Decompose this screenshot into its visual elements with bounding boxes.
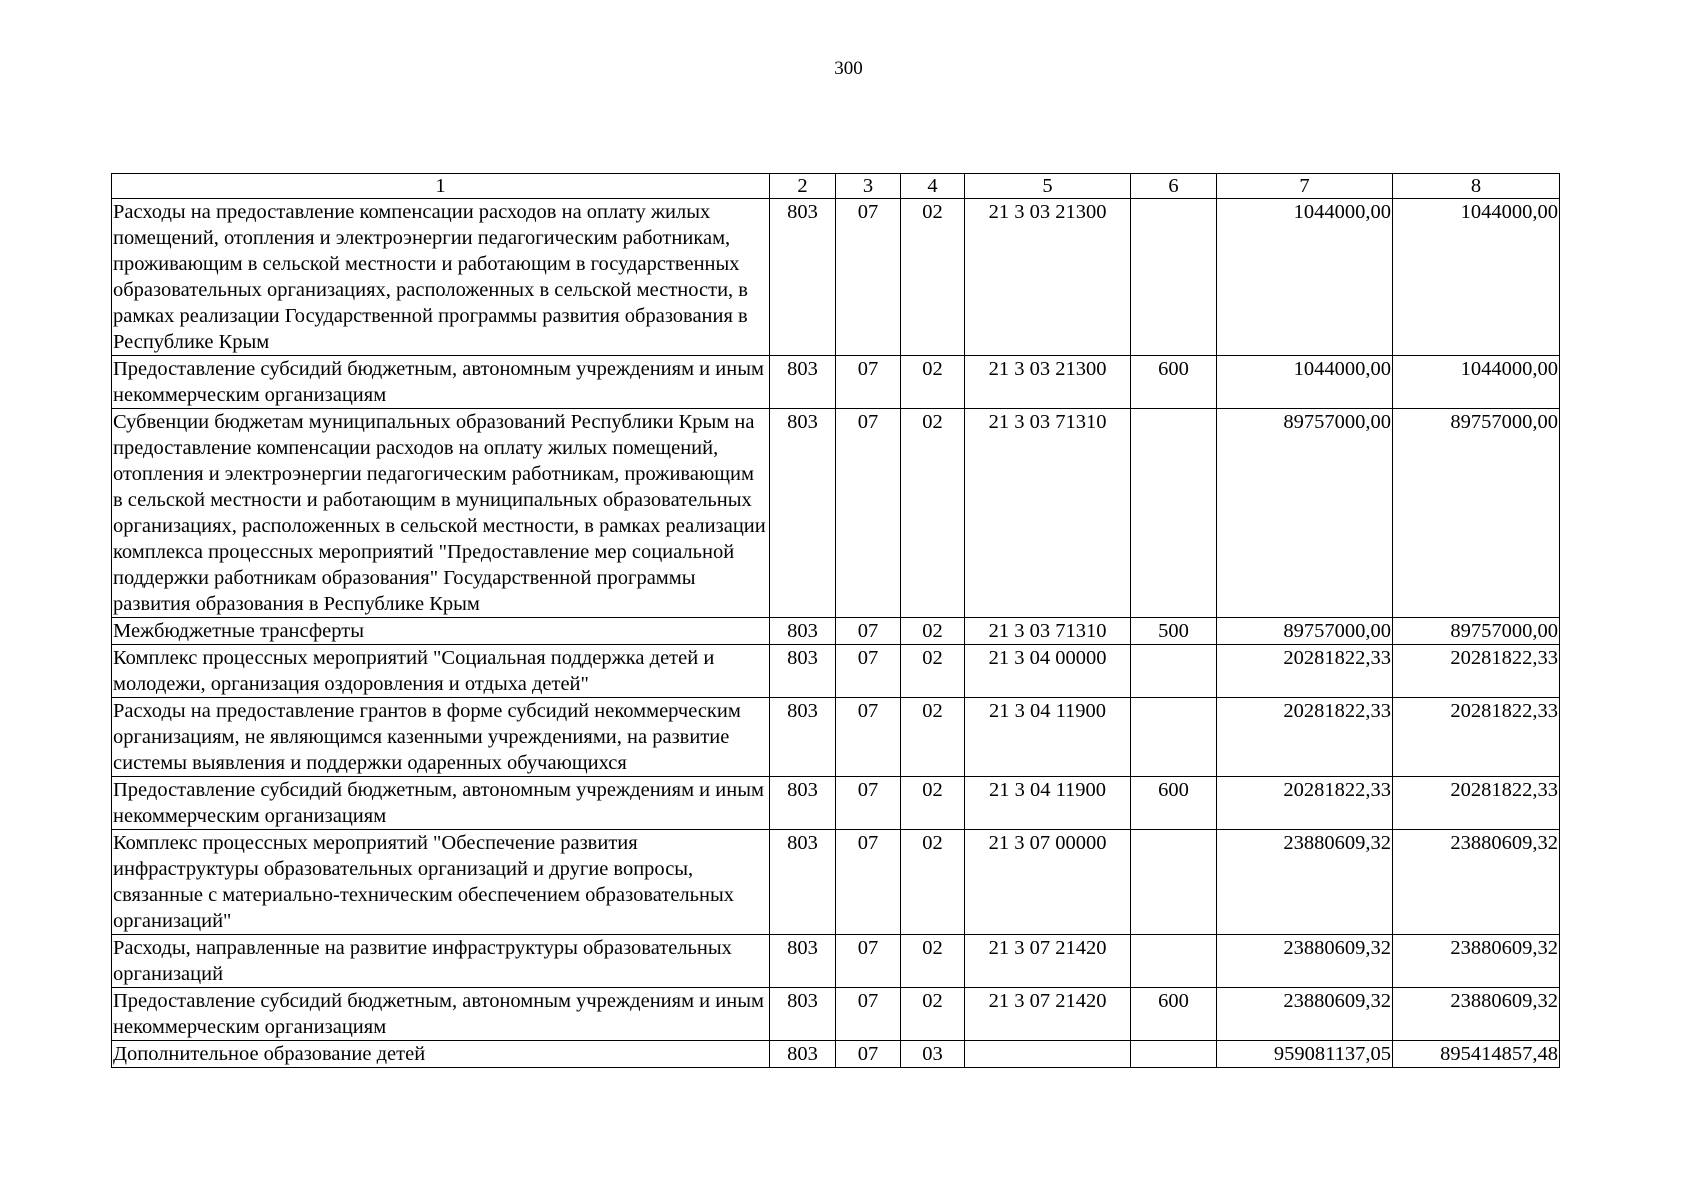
- subsection-code-cell: 02: [901, 777, 965, 830]
- table-row: [112, 988, 1560, 1041]
- amount-cell-year1: 20281822,33: [1217, 777, 1393, 830]
- target-article-cell: 21 3 04 11900: [965, 698, 1131, 777]
- target-article-cell: 21 3 04 11900: [965, 777, 1131, 830]
- section-code-cell: 07: [836, 618, 901, 645]
- target-article-cell: 21 3 07 21420: [965, 988, 1131, 1041]
- target-article-cell: 21 3 07 00000: [965, 830, 1131, 935]
- subsection-code-cell: 02: [901, 356, 965, 409]
- table-body: [112, 199, 1560, 1068]
- subsection-code-cell: 02: [901, 698, 965, 777]
- row-name-cell: Расходы на предоставление грантов в форме субсидий некоммерческим организациям, не являющимся казенными учреждениями, на развитие системы выявления и поддержки одаренных обучающихся: [112, 698, 770, 777]
- section-code-cell: 07: [836, 409, 901, 618]
- grbs-code-cell: 803: [770, 199, 836, 356]
- subsection-code-cell: 02: [901, 830, 965, 935]
- target-article-cell: [965, 1041, 1131, 1068]
- expense-type-cell: 500: [1131, 618, 1217, 645]
- section-code-cell: 07: [836, 645, 901, 698]
- expense-type-cell: [1131, 830, 1217, 935]
- row-name-cell: Расходы на предоставление компенсации расходов на оплату жилых помещений, отопления и электроэнергии педагогическим работникам, проживающим в сельской местности и работающим в государственных образовательных организациях, расположенных в сельской местности, в рамках реализации Государственной программы развития образования в Республике Крым: [112, 199, 770, 356]
- grbs-code-cell: 803: [770, 698, 836, 777]
- section-code-cell: 07: [836, 698, 901, 777]
- grbs-code-cell: 803: [770, 777, 836, 830]
- table-row: [112, 698, 1560, 777]
- amount-cell-year2: 895414857,48: [1393, 1041, 1560, 1068]
- grbs-code-cell: 803: [770, 1041, 836, 1068]
- subsection-code-cell: 02: [901, 199, 965, 356]
- row-name-cell: Предоставление субсидий бюджетным, автономным учреждениям и иным некоммерческим организациям: [112, 777, 770, 830]
- table-row: [112, 618, 1560, 645]
- amount-cell-year1: 959081137,05: [1217, 1041, 1393, 1068]
- table-row: [112, 830, 1560, 935]
- grbs-code-cell: 803: [770, 645, 836, 698]
- amount-cell-year2: 23880609,32: [1393, 830, 1560, 935]
- section-code-cell: 07: [836, 199, 901, 356]
- amount-cell-year1: 23880609,32: [1217, 988, 1393, 1041]
- row-name-cell: Субвенции бюджетам муниципальных образований Республики Крым на предоставление компенсации расходов на оплату жилых помещений, отопления и электроэнергии педагогическим работникам, проживающим в сельской местности и работающим в муниципальных образовательных организациях, расположенных в сельской местности, в рамках реализации комплекса процессных мероприятий "Предоставление мер социальной поддержки работникам образования" Государственной программы развития образования в Республике Крым: [112, 409, 770, 618]
- column-header: 8: [1393, 174, 1560, 199]
- expense-type-cell: 600: [1131, 988, 1217, 1041]
- amount-cell-year2: 20281822,33: [1393, 777, 1560, 830]
- column-header: 5: [965, 174, 1131, 199]
- expense-type-cell: 600: [1131, 777, 1217, 830]
- table-row: [112, 935, 1560, 988]
- target-article-cell: 21 3 07 21420: [965, 935, 1131, 988]
- grbs-code-cell: 803: [770, 618, 836, 645]
- row-name-cell: Предоставление субсидий бюджетным, автономным учреждениям и иным некоммерческим организациям: [112, 356, 770, 409]
- amount-cell-year2: 1044000,00: [1393, 356, 1560, 409]
- amount-cell-year1: 89757000,00: [1217, 409, 1393, 618]
- subsection-code-cell: 03: [901, 1041, 965, 1068]
- row-name-cell: Предоставление субсидий бюджетным, автономным учреждениям и иным некоммерческим организациям: [112, 988, 770, 1041]
- amount-cell-year1: 23880609,32: [1217, 935, 1393, 988]
- section-code-cell: 07: [836, 988, 901, 1041]
- amount-cell-year2: 23880609,32: [1393, 988, 1560, 1041]
- table-row: [112, 356, 1560, 409]
- subsection-code-cell: 02: [901, 618, 965, 645]
- grbs-code-cell: 803: [770, 356, 836, 409]
- amount-cell-year2: 89757000,00: [1393, 618, 1560, 645]
- target-article-cell: 21 3 03 21300: [965, 199, 1131, 356]
- target-article-cell: 21 3 03 71310: [965, 409, 1131, 618]
- amount-cell-year1: 1044000,00: [1217, 199, 1393, 356]
- subsection-code-cell: 02: [901, 988, 965, 1041]
- column-header: 2: [770, 174, 836, 199]
- subsection-code-cell: 02: [901, 935, 965, 988]
- amount-cell-year2: 20281822,33: [1393, 698, 1560, 777]
- table-row: [112, 1041, 1560, 1068]
- row-name-cell: Комплекс процессных мероприятий "Обеспечение развития инфраструктуры образовательных организаций и другие вопросы, связанные с материально-техническим обеспечением образовательных организаций": [112, 830, 770, 935]
- expense-type-cell: [1131, 1041, 1217, 1068]
- table-row: [112, 777, 1560, 830]
- section-code-cell: 07: [836, 935, 901, 988]
- column-header: 4: [901, 174, 965, 199]
- expense-type-cell: 600: [1131, 356, 1217, 409]
- column-header: 1: [112, 174, 770, 199]
- table-row: [112, 645, 1560, 698]
- grbs-code-cell: 803: [770, 830, 836, 935]
- target-article-cell: 21 3 03 21300: [965, 356, 1131, 409]
- amount-cell-year1: 1044000,00: [1217, 356, 1393, 409]
- row-name-cell: Дополнительное образование детей: [112, 1041, 770, 1068]
- expense-type-cell: [1131, 935, 1217, 988]
- column-header: 7: [1217, 174, 1393, 199]
- amount-cell-year1: 20281822,33: [1217, 645, 1393, 698]
- section-code-cell: 07: [836, 830, 901, 935]
- row-name-cell: Комплекс процессных мероприятий "Социальная поддержка детей и молодежи, организация оздоровления и отдыха детей": [112, 645, 770, 698]
- amount-cell-year2: 23880609,32: [1393, 935, 1560, 988]
- amount-cell-year1: 20281822,33: [1217, 698, 1393, 777]
- row-name-cell: Расходы, направленные на развитие инфраструктуры образовательных организаций: [112, 935, 770, 988]
- grbs-code-cell: 803: [770, 988, 836, 1041]
- amount-cell-year1: 89757000,00: [1217, 618, 1393, 645]
- page-number: 300: [834, 58, 863, 79]
- section-code-cell: 07: [836, 777, 901, 830]
- amount-cell-year2: 89757000,00: [1393, 409, 1560, 618]
- grbs-code-cell: 803: [770, 935, 836, 988]
- section-code-cell: 07: [836, 1041, 901, 1068]
- budget-table: [111, 173, 1560, 1068]
- table-row: [112, 409, 1560, 618]
- expense-type-cell: [1131, 645, 1217, 698]
- expense-type-cell: [1131, 409, 1217, 618]
- header-row: [112, 174, 1560, 199]
- column-header: 3: [836, 174, 901, 199]
- section-code-cell: 07: [836, 356, 901, 409]
- table-row: [112, 199, 1560, 356]
- target-article-cell: 21 3 04 00000: [965, 645, 1131, 698]
- expense-type-cell: [1131, 199, 1217, 356]
- grbs-code-cell: 803: [770, 409, 836, 618]
- amount-cell-year2: 20281822,33: [1393, 645, 1560, 698]
- row-name-cell: Межбюджетные трансферты: [112, 618, 770, 645]
- subsection-code-cell: 02: [901, 409, 965, 618]
- column-header: 6: [1131, 174, 1217, 199]
- target-article-cell: 21 3 03 71310: [965, 618, 1131, 645]
- expense-type-cell: [1131, 698, 1217, 777]
- amount-cell-year2: 1044000,00: [1393, 199, 1560, 356]
- subsection-code-cell: 02: [901, 645, 965, 698]
- amount-cell-year1: 23880609,32: [1217, 830, 1393, 935]
